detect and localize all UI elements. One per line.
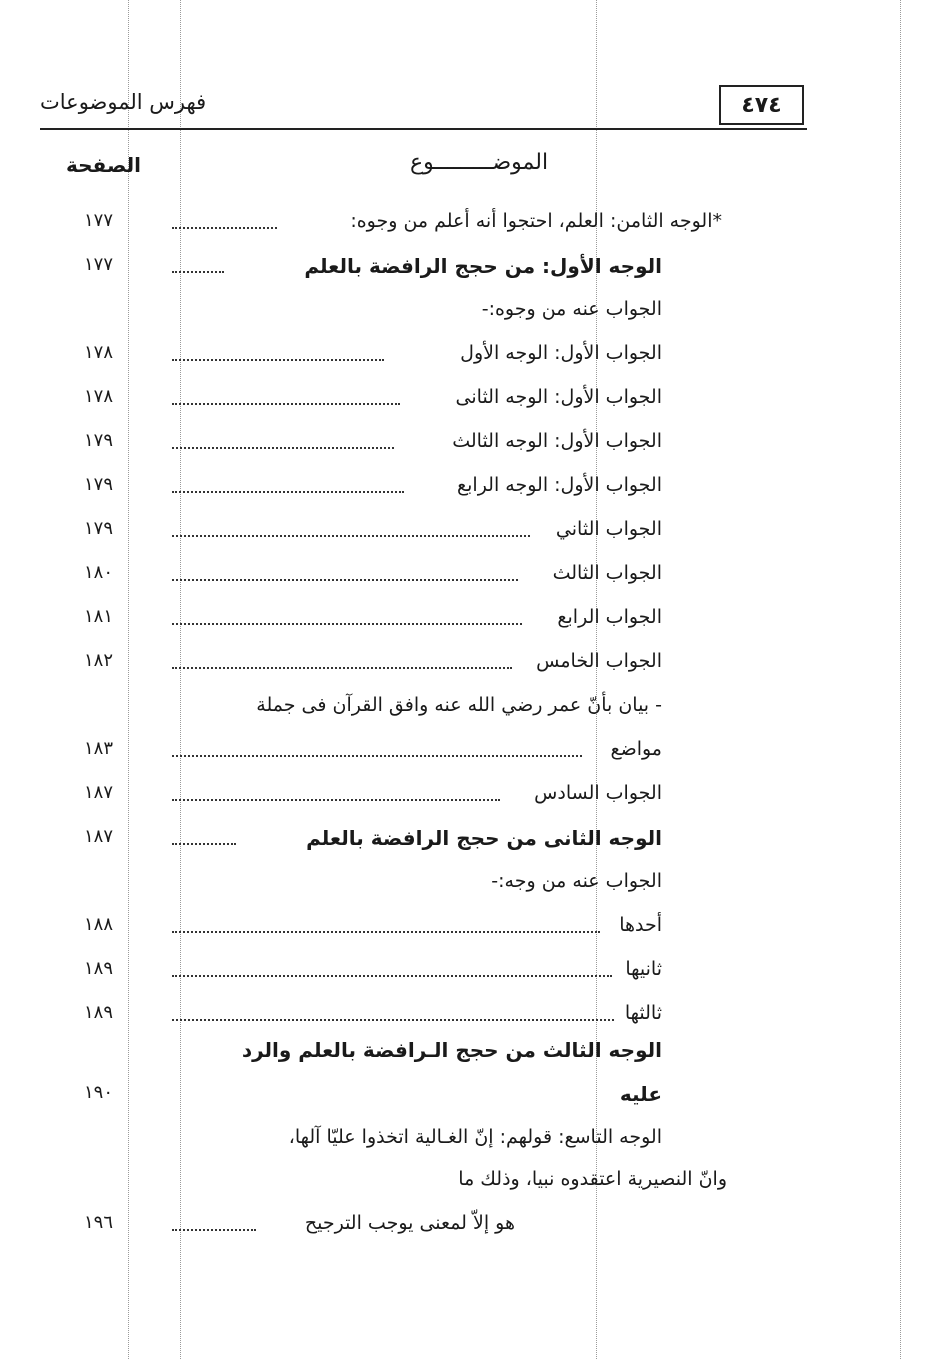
toc-entry-title: ثانيها [625, 958, 662, 980]
toc-entry[interactable] [0, 254, 927, 284]
toc-entry[interactable] [0, 518, 927, 548]
toc-entry-page: ١٩٦ [84, 1212, 114, 1233]
toc-entry-page: ١٧٩ [84, 518, 114, 539]
toc-entry-title: الجواب الأول: الوجه الأول [460, 342, 662, 364]
dot-leader [172, 1019, 614, 1021]
toc-entry-title: - بيان بأنّ عمر رضي الله عنه وافق القرآن فى جملة [256, 694, 662, 716]
toc-entry[interactable] [0, 782, 927, 812]
toc-entry-page: ١٧٨ [84, 386, 114, 407]
toc-entry [0, 1126, 927, 1156]
dot-leader [172, 359, 384, 361]
toc-entry-page: ١٨٩ [84, 958, 114, 979]
toc-entry-title: عليه [619, 1082, 662, 1106]
dot-leader [172, 271, 224, 273]
toc-entry-title: *الوجه الثامن: العلم، احتجوا أنه أعلم من وجوه: [350, 210, 722, 232]
toc-entry[interactable] [0, 342, 927, 372]
toc-entry[interactable] [0, 210, 927, 240]
dot-leader [172, 535, 530, 537]
toc-entry-title: الجواب عنه من وجه:- [491, 870, 662, 892]
toc-entry-title: الجواب الأول: الوجه الثانى [455, 386, 662, 408]
dot-leader [172, 931, 600, 933]
toc-entry-title: الجواب السادس [534, 782, 662, 804]
dot-leader [172, 975, 612, 977]
toc-entry-page: ١٧٩ [84, 430, 114, 451]
toc-entry-page: ١٧٨ [84, 342, 114, 363]
toc-entry-title: الوجه التاسع: قولهم: إنّ الغـالية اتخذوا عليّا آلها، [288, 1126, 662, 1148]
dot-leader [172, 799, 500, 801]
dot-leader [172, 1229, 256, 1231]
toc-entry-page: ١٨٠ [84, 562, 114, 583]
toc-entry-page: ١٨٩ [84, 1002, 114, 1023]
toc-entry-page: ١٧٩ [84, 474, 114, 495]
toc-entry-page: ١٧٧ [84, 210, 114, 231]
toc-entry[interactable] [0, 958, 927, 988]
toc-entry-title: أحدها [619, 914, 662, 936]
toc-entry-page: ١٨٨ [84, 914, 114, 935]
topic-column-heading: الموضـــــــــوع [410, 150, 549, 175]
page-number-box [719, 85, 804, 125]
toc-entry-page: ١٨٣ [84, 738, 114, 759]
toc-entry-title: الوجه الأول: من حجج الرافضة بالعلم [304, 254, 662, 278]
toc-entry[interactable] [0, 914, 927, 944]
toc-entry-page: ١٨٧ [84, 826, 114, 847]
toc-entry-title: الجواب الرابع [557, 606, 662, 628]
page-column-heading: الصفحة [66, 153, 142, 177]
dot-leader [172, 447, 394, 449]
toc-entry-title: الجواب الخامس [536, 650, 662, 672]
toc-entry[interactable] [0, 606, 927, 636]
toc-entry-title: الجواب الأول: الوجه الرابع [457, 474, 662, 496]
toc-entry-title: مواضع [610, 738, 662, 760]
dot-leader [172, 403, 400, 405]
toc-entry[interactable] [0, 738, 927, 768]
toc-entry [0, 694, 927, 724]
toc-entry [0, 870, 927, 900]
toc-entry-page: ١٨٧ [84, 782, 114, 803]
toc-entry-page: ١٧٧ [84, 254, 114, 275]
dot-leader [172, 623, 522, 625]
toc-entry-title: الجواب عنه من وجوه:- [481, 298, 662, 320]
toc-entry-title: الوجه الثالث من حجج الـرافضة بالعلم والرد [241, 1038, 662, 1062]
toc-entry-title: الجواب الأول: الوجه الثالث [452, 430, 662, 452]
dot-leader [172, 843, 236, 845]
toc-entry[interactable] [0, 430, 927, 460]
toc-entry-title: هو إلاّ لمعنى يوجب الترجيح [304, 1212, 515, 1234]
dot-leader [172, 667, 512, 669]
dot-leader [172, 227, 277, 229]
toc-entry[interactable] [0, 826, 927, 856]
toc-entry-page: ١٨١ [84, 606, 114, 627]
dot-leader [172, 755, 582, 757]
page-number: ٤٧٤ [741, 92, 782, 118]
toc-entry[interactable] [0, 562, 927, 592]
toc-entry-title: الجواب الثاني [555, 518, 662, 540]
toc-entry-title: الوجه الثانى من حجج الرافضة بالعلم [306, 826, 662, 850]
toc-entry-title: ثالثها [624, 1002, 662, 1024]
dot-leader [172, 491, 404, 493]
toc-entry[interactable] [0, 474, 927, 504]
toc-entry[interactable] [0, 1212, 927, 1242]
toc-entry[interactable] [0, 1002, 927, 1032]
toc-entry[interactable] [0, 386, 927, 416]
toc-entry-title: وانّ النصيرية اعتقدوه نبيا، وذلك ما [458, 1168, 727, 1190]
toc-entry [0, 1038, 927, 1068]
running-header-title: فهرس الموضوعات [40, 90, 207, 114]
toc-entry[interactable] [0, 1082, 927, 1112]
toc-entry[interactable] [0, 650, 927, 680]
toc-entry-title: الجواب الثالث [552, 562, 662, 584]
toc-entry [0, 298, 927, 328]
toc-entry-page: ١٨٢ [84, 650, 114, 671]
header-rule [40, 128, 807, 130]
dot-leader [172, 579, 518, 581]
toc-entry [0, 1168, 927, 1198]
toc-entry-page: ١٩٠ [84, 1082, 114, 1103]
